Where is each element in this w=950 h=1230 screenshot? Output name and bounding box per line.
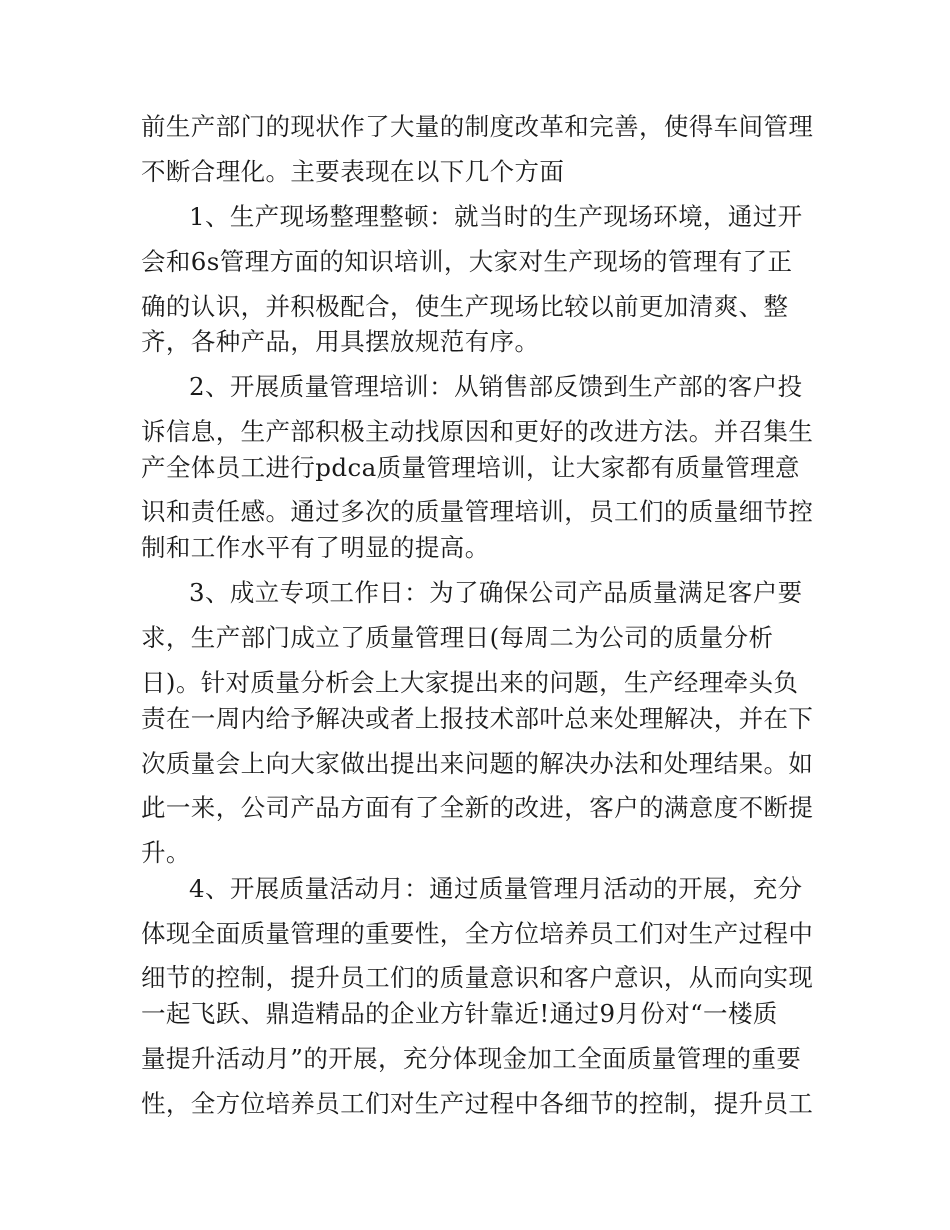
text-line: 产全体员工进行pdca质量管理培训，让大家都有质量管理意	[141, 453, 800, 482]
text-line: 不断合理化。主要表现在以下几个方面	[141, 157, 565, 186]
text-line: 一起飞跃、鼎造精品的企业方针靠近!通过9月份对“一楼质	[141, 999, 778, 1028]
text-line: 体现全面质量管理的重要性，全方位培养员工们对生产过程中	[141, 919, 814, 948]
text-line: 会和6s管理方面的知识培训，大家对生产现场的管理有了正	[141, 247, 793, 276]
text-line: 制和工作水平有了明显的提高。	[141, 533, 490, 562]
text-line: 升。	[141, 838, 191, 867]
text-line: 前生产部门的现状作了大量的制度改革和完善，使得车间管理	[141, 112, 814, 141]
text-line: 诉信息，生产部积极主动找原因和更好的改进方法。并召集生	[141, 417, 814, 446]
text-line: 日)。针对质量分析会上大家提出来的问题，生产经理牵头负	[141, 668, 799, 697]
text-line: 细节的控制，提升员工们的质量意识和客户意识，从而向实现	[141, 963, 814, 992]
text-line: 此一来，公司产品方面有了全新的改进，客户的满意度不断提	[141, 793, 814, 822]
text-line: 识和责任感。通过多次的质量管理培训，员工们的质量细节控	[141, 497, 814, 526]
text-line: 量提升活动月”的开展，充分体现金加工全面质量管理的重要	[141, 1044, 802, 1073]
paragraph-2-start: 2、开展质量管理培训：从销售部反馈到生产部的客户投	[189, 372, 803, 401]
text-line: 责在一周内给予解决或者上报技术部叶总来处理解决，并在下	[141, 704, 814, 733]
paragraph-3-start: 3、成立专项工作日：为了确保公司产品质量满足客户要	[189, 578, 803, 607]
paragraph-1-start: 1、生产现场整理整顿：就当时的生产现场环境，通过开	[189, 202, 803, 231]
text-line: 次质量会上向大家做出提出来问题的解决办法和处理结果。如	[141, 749, 814, 778]
text-line: 性，全方位培养员工们对生产过程中各细节的控制，提升员工	[141, 1089, 814, 1118]
text-line: 齐，各种产品，用具摆放规范有序。	[141, 327, 540, 356]
text-line: 求，生产部门成立了质量管理日(每周二为公司的质量分析	[141, 623, 774, 652]
paragraph-4-start: 4、开展质量活动月：通过质量管理月活动的开展，充分	[189, 874, 803, 903]
text-line: 确的认识，并积极配合，使生产现场比较以前更加清爽、整	[141, 292, 789, 321]
